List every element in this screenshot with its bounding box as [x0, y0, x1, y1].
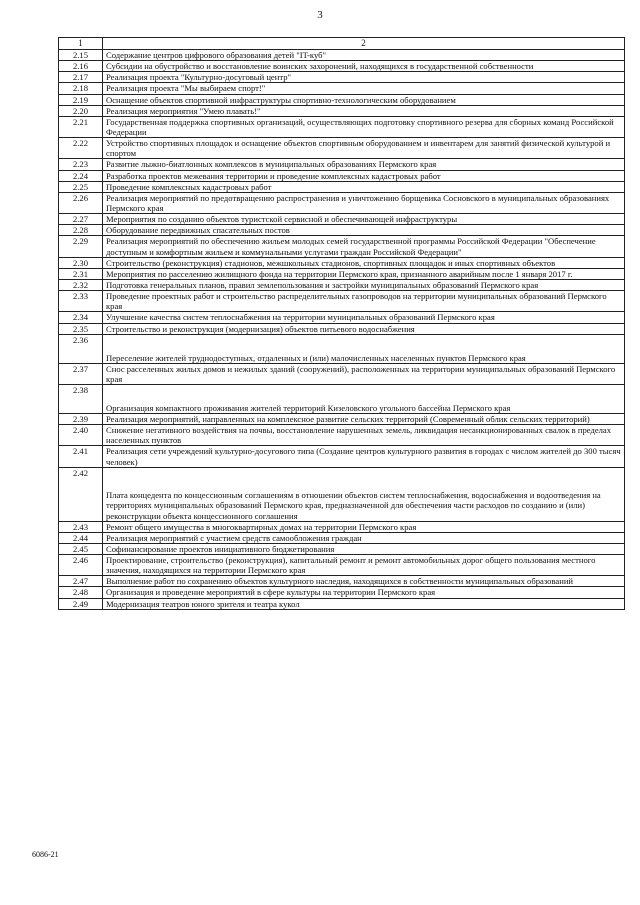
table-row: [59, 116, 625, 137]
row-number: 2.25: [59, 181, 103, 192]
table-row: [59, 334, 625, 363]
row-text: Разработка проектов межевания территории и проведение комплексных кадастровых работ: [103, 170, 625, 181]
table-row: [59, 279, 625, 290]
row-number: 2.40: [59, 425, 103, 446]
row-text: Строительство (реконструкция) стадионов, межшкольных стадионов, спортивных площадок и иных спортивных объектов: [103, 257, 625, 268]
table-row: [59, 446, 625, 467]
table-row: [59, 225, 625, 236]
row-text: Мероприятия по созданию объектов туристской сервисной и обеспечивающей инфраструктуры: [103, 214, 625, 225]
row-number: 2.34: [59, 312, 103, 323]
document-code: 6086-21: [32, 850, 59, 859]
row-number: 2.27: [59, 214, 103, 225]
row-text: Оснащение объектов спортивной инфраструктуры спортивно-технологическим оборудованием: [103, 94, 625, 105]
row-number: 2.26: [59, 192, 103, 213]
row-text: Реализация мероприятия "Умею плавать!": [103, 105, 625, 116]
table-row: [59, 170, 625, 181]
row-number: 2.46: [59, 555, 103, 576]
table-row: [59, 72, 625, 83]
column-header-text: 2: [103, 38, 625, 50]
row-text: Строительство и реконструкция (модернизация) объектов питьевого водоснабжения: [103, 323, 625, 334]
table-row: [59, 467, 625, 521]
table-row: [59, 291, 625, 312]
table-row: [59, 587, 625, 598]
row-text: Проведение комплексных кадастровых работ: [103, 181, 625, 192]
row-text: Ремонт общего имущества в многоквартирных домах на территории Пермского края: [103, 521, 625, 532]
table-row: [59, 425, 625, 446]
row-text: Снижение негативного воздействия на почвы, восстановление нарушенных земель, ликвидация несанкционированных свалок в пределах населенных пунктов: [103, 425, 625, 446]
table-row: [59, 181, 625, 192]
row-text: Модернизация театров юного зрителя и театра кукол: [103, 598, 625, 609]
table-body: [59, 50, 625, 610]
row-text: Субсидии на обустройство и восстановление воинских захоронений, находящихся в государственной собственности: [103, 61, 625, 72]
table-row: [59, 94, 625, 105]
table-row: [59, 543, 625, 554]
table-row: [59, 257, 625, 268]
table-row: [59, 236, 625, 257]
table-row: [59, 61, 625, 72]
row-number: 2.20: [59, 105, 103, 116]
table-row: [59, 323, 625, 334]
row-number: 2.45: [59, 543, 103, 554]
row-number: 2.23: [59, 159, 103, 170]
row-number: 2.33: [59, 291, 103, 312]
row-text: Плата концедента по концессионным соглашениям в отношении объектов систем теплоснабжения, водоснабжения и водоотведения на территориях муниципальных образований Пермского края, предназначенной для обеспечения части расходов по созданию и (или) реконструкции объекта концессионного соглашения: [103, 467, 625, 521]
table-row: [59, 50, 625, 61]
table-row: [59, 532, 625, 543]
row-text: Реализация проекта "Культурно-досуговый центр": [103, 72, 625, 83]
row-number: 2.43: [59, 521, 103, 532]
row-number: 2.17: [59, 72, 103, 83]
row-number: 2.18: [59, 83, 103, 94]
table-row: [59, 576, 625, 587]
row-text: Развитие лыжно-биатлонных комплексов в муниципальных образованиях Пермского края: [103, 159, 625, 170]
table-row: [59, 138, 625, 159]
row-number: 2.22: [59, 138, 103, 159]
table-row: [59, 105, 625, 116]
row-text: Реализация мероприятий по обеспечению жильем молодых семей государственной программы Российской Федерации "Обеспечение доступным и комфортным жильем и коммунальными услугами граждан Российской Федерации": [103, 236, 625, 257]
row-text: Реализация проекта "Мы выбираем спорт!": [103, 83, 625, 94]
row-number: 2.41: [59, 446, 103, 467]
row-text: Государственная поддержка спортивных организаций, осуществляющих подготовку спортивного резерва для сборных команд Российской Федерации: [103, 116, 625, 137]
row-text: Улучшение качества систем теплоснабжения на территории муниципальных образований Пермского края: [103, 312, 625, 323]
table-row: [59, 598, 625, 609]
table-row: [59, 268, 625, 279]
row-text: Подготовка генеральных планов, правил землепользования и застройки муниципальных образований Пермского края: [103, 279, 625, 290]
row-text: Проведение проектных работ и строительство распределительных газопроводов на территории муниципальных образований Пермского края: [103, 291, 625, 312]
row-number: 2.35: [59, 323, 103, 334]
row-text: Реализация мероприятий с участием средств самообложения граждан: [103, 532, 625, 543]
column-header-number: 1: [59, 38, 103, 50]
row-text: Организация и проведение мероприятий в сфере культуры на территории Пермского края: [103, 587, 625, 598]
row-text: Снос расселенных жилых домов и нежилых зданий (сооружений), расположенных на территории муниципальных образований Пермского края: [103, 363, 625, 384]
table-row: [59, 312, 625, 323]
row-text: Оборудование передвижных спасательных постов: [103, 225, 625, 236]
row-text: Выполнение работ по сохранению объектов культурного наследия, находящихся в собственности муниципальных образований: [103, 576, 625, 587]
row-text: Реализация мероприятий, направленных на комплексное развитие сельских территорий (Современный облик сельских территорий): [103, 413, 625, 424]
row-number: 2.39: [59, 413, 103, 424]
table-row: [59, 521, 625, 532]
row-text: Реализация мероприятий по предотвращению распространения и уничтожению борщевика Сосновского в муниципальных образованиях Пермского края: [103, 192, 625, 213]
row-text: Содержание центров цифрового образования детей "IT-куб": [103, 50, 625, 61]
row-number: 2.19: [59, 94, 103, 105]
table-row: [59, 363, 625, 384]
page-number: 3: [317, 9, 323, 21]
row-number: 2.30: [59, 257, 103, 268]
row-number: 2.47: [59, 576, 103, 587]
row-text: Реализация сети учреждений культурно-досугового типа (Создание центров культурного развития в городах с числом жителей до 300 тысяч человек): [103, 446, 625, 467]
table-row: [59, 159, 625, 170]
document-table: [58, 37, 625, 610]
row-text: Проектирование, строительство (реконструкция), капитальный ремонт и ремонт автомобильных дорог общего пользования местного значения, находящихся на территории Пермского края: [103, 555, 625, 576]
row-number: 2.16: [59, 61, 103, 72]
row-number: 2.15: [59, 50, 103, 61]
row-number: 2.24: [59, 170, 103, 181]
table-row: [59, 555, 625, 576]
row-text: Мероприятия по расселению жилищного фонда на территории Пермского края, признанного аварийным после 1 января 2017 г.: [103, 268, 625, 279]
row-number: 2.36: [59, 334, 103, 363]
row-number: 2.21: [59, 116, 103, 137]
table-row: [59, 192, 625, 213]
row-number: 2.31: [59, 268, 103, 279]
row-text: Софинансирование проектов инициативного бюджетирования: [103, 543, 625, 554]
row-text: Устройство спортивных площадок и оснащение объектов спортивным оборудованием и инвентарем для занятий физической культурой и спортом: [103, 138, 625, 159]
row-number: 2.32: [59, 279, 103, 290]
table-row: [59, 214, 625, 225]
row-number: 2.49: [59, 598, 103, 609]
row-number: 2.37: [59, 363, 103, 384]
row-number: 2.44: [59, 532, 103, 543]
table-row: [59, 413, 625, 424]
table-row: [59, 83, 625, 94]
row-text: Переселение жителей труднодоступных, отдаленных и (или) малочисленных населенных пунктов Пермского края: [103, 334, 625, 363]
row-number: 2.48: [59, 587, 103, 598]
row-number: 2.29: [59, 236, 103, 257]
row-number: 2.42: [59, 467, 103, 521]
table-header-row: [59, 38, 625, 50]
row-number: 2.28: [59, 225, 103, 236]
row-number: 2.38: [59, 384, 103, 413]
table-row: [59, 384, 625, 413]
row-text: Организация компактного проживания жителей территорий Кизеловского угольного бассейна Пермского края: [103, 384, 625, 413]
